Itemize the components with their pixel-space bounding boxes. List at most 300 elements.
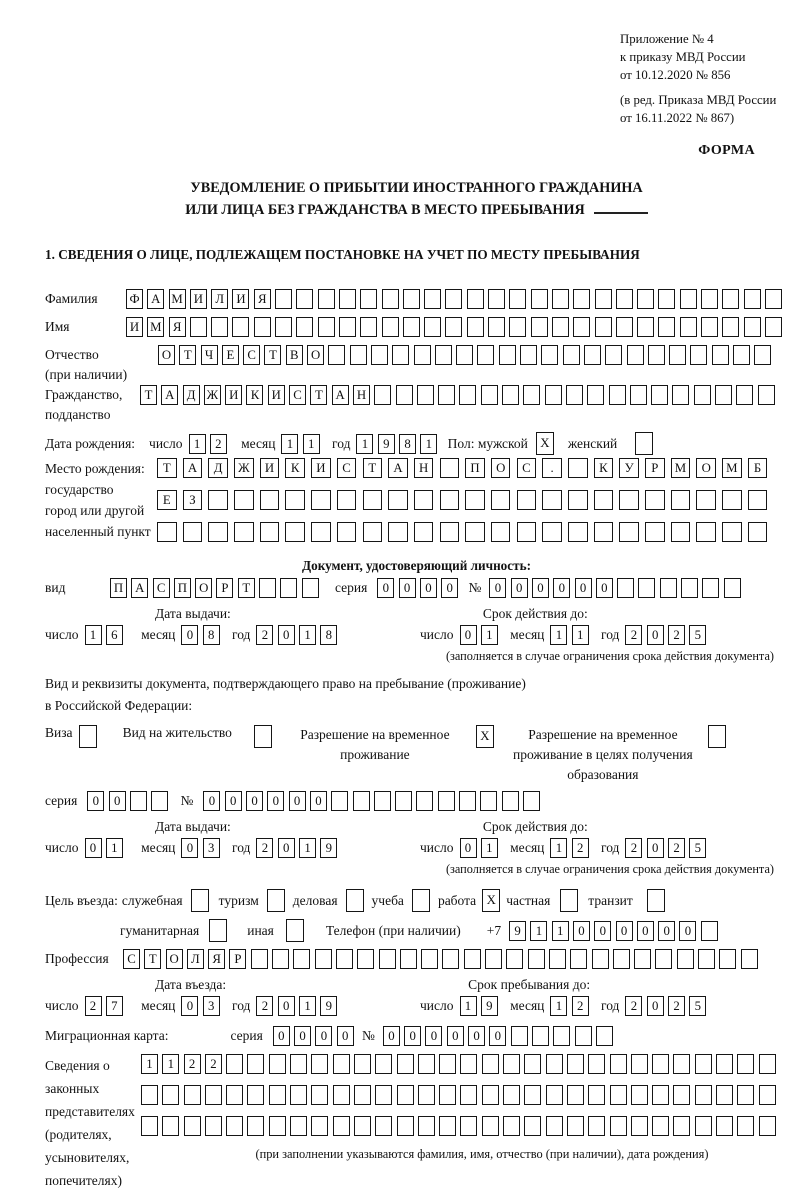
char-cell[interactable] [435, 345, 452, 365]
char-cell[interactable]: 0 [85, 838, 102, 858]
char-cell[interactable]: 0 [647, 625, 664, 645]
char-cell[interactable]: С [289, 385, 306, 405]
char-cell[interactable] [722, 289, 739, 309]
char-cell[interactable] [652, 1085, 669, 1105]
char-cell[interactable]: 0 [267, 791, 284, 811]
char-cell[interactable] [460, 1116, 477, 1136]
char-cell[interactable] [318, 289, 335, 309]
char-cell[interactable] [719, 949, 736, 969]
char-cell[interactable]: 0 [181, 625, 198, 645]
char-cell[interactable] [275, 317, 292, 337]
char-cell[interactable]: И [225, 385, 242, 405]
char-cell[interactable]: 1 [420, 434, 437, 454]
char-cell[interactable] [234, 522, 254, 542]
char-cell[interactable] [247, 1054, 264, 1074]
char-cell[interactable] [765, 289, 782, 309]
char-cell[interactable] [694, 385, 711, 405]
char-cell[interactable] [226, 1054, 243, 1074]
char-cell[interactable]: 2 [256, 838, 273, 858]
checkbox-cell[interactable] [267, 889, 285, 912]
char-cell[interactable] [290, 1054, 307, 1074]
char-cell[interactable]: 5 [689, 996, 706, 1016]
char-cell[interactable] [716, 1054, 733, 1074]
char-cell[interactable]: Е [157, 490, 177, 510]
char-cell[interactable]: 0 [404, 1026, 421, 1046]
char-cell[interactable]: Т [144, 949, 161, 969]
char-cell[interactable]: 0 [532, 578, 549, 598]
char-cell[interactable] [503, 1116, 520, 1136]
char-cell[interactable] [765, 317, 782, 337]
char-cell[interactable] [280, 578, 297, 598]
char-cell[interactable] [424, 317, 441, 337]
char-cell[interactable] [570, 949, 587, 969]
char-cell[interactable] [523, 385, 540, 405]
char-cell[interactable] [260, 490, 280, 510]
char-cell[interactable]: А [388, 458, 408, 478]
char-cell[interactable] [439, 1116, 456, 1136]
char-cell[interactable]: 1 [85, 625, 102, 645]
char-cell[interactable]: И [126, 317, 143, 337]
char-cell[interactable] [397, 1116, 414, 1136]
char-cell[interactable]: И [232, 289, 249, 309]
char-cell[interactable] [520, 345, 537, 365]
char-cell[interactable]: 1 [572, 625, 589, 645]
char-cell[interactable] [748, 490, 768, 510]
char-cell[interactable]: 0 [647, 838, 664, 858]
char-cell[interactable]: Ч [201, 345, 218, 365]
char-cell[interactable] [631, 1054, 648, 1074]
char-cell[interactable] [354, 1054, 371, 1074]
char-cell[interactable] [673, 1116, 690, 1136]
char-cell[interactable]: А [161, 385, 178, 405]
char-cell[interactable] [563, 345, 580, 365]
char-cell[interactable] [638, 578, 655, 598]
checkbox-cell[interactable] [286, 919, 304, 942]
char-cell[interactable] [442, 949, 459, 969]
char-cell[interactable] [552, 289, 569, 309]
char-cell[interactable]: 9 [481, 996, 498, 1016]
char-cell[interactable] [698, 949, 715, 969]
char-cell[interactable] [503, 1085, 520, 1105]
char-cell[interactable]: 0 [441, 578, 458, 598]
char-cell[interactable]: К [246, 385, 263, 405]
char-cell[interactable] [737, 1054, 754, 1074]
char-cell[interactable]: 7 [106, 996, 123, 1016]
char-cell[interactable]: 1 [303, 434, 320, 454]
char-cell[interactable] [397, 1085, 414, 1105]
char-cell[interactable]: 0 [310, 791, 327, 811]
char-cell[interactable]: 0 [679, 921, 696, 941]
char-cell[interactable]: 1 [552, 921, 569, 941]
char-cell[interactable] [337, 490, 357, 510]
char-cell[interactable] [637, 317, 654, 337]
char-cell[interactable] [499, 345, 516, 365]
char-cell[interactable] [652, 1116, 669, 1136]
checkbox-cell[interactable]: X [476, 725, 494, 748]
char-cell[interactable] [531, 289, 548, 309]
char-cell[interactable] [568, 522, 588, 542]
char-cell[interactable] [311, 490, 331, 510]
char-cell[interactable] [285, 490, 305, 510]
char-cell[interactable] [375, 1054, 392, 1074]
char-cell[interactable] [162, 1085, 179, 1105]
char-cell[interactable] [658, 317, 675, 337]
char-cell[interactable]: Т [264, 345, 281, 365]
char-cell[interactable]: 0 [181, 996, 198, 1016]
char-cell[interactable] [744, 289, 761, 309]
char-cell[interactable]: 0 [399, 578, 416, 598]
char-cell[interactable] [482, 1116, 499, 1136]
char-cell[interactable] [374, 791, 391, 811]
char-cell[interactable]: 0 [337, 1026, 354, 1046]
char-cell[interactable]: А [183, 458, 203, 478]
char-cell[interactable] [482, 1085, 499, 1105]
char-cell[interactable]: Л [187, 949, 204, 969]
char-cell[interactable]: Р [216, 578, 233, 598]
char-cell[interactable] [658, 289, 675, 309]
char-cell[interactable]: П [174, 578, 191, 598]
char-cell[interactable] [546, 1085, 563, 1105]
char-cell[interactable] [439, 1054, 456, 1074]
char-cell[interactable]: З [183, 490, 203, 510]
char-cell[interactable]: М [169, 289, 186, 309]
char-cell[interactable] [651, 385, 668, 405]
char-cell[interactable] [388, 490, 408, 510]
char-cell[interactable]: 2 [210, 434, 227, 454]
char-cell[interactable]: В [286, 345, 303, 365]
char-cell[interactable] [226, 1116, 243, 1136]
char-cell[interactable]: 9 [509, 921, 526, 941]
char-cell[interactable]: Ж [234, 458, 254, 478]
char-cell[interactable] [596, 1026, 613, 1046]
char-cell[interactable] [524, 1054, 541, 1074]
char-cell[interactable] [460, 1085, 477, 1105]
char-cell[interactable]: 8 [399, 434, 416, 454]
char-cell[interactable]: 0 [87, 791, 104, 811]
char-cell[interactable] [722, 490, 742, 510]
char-cell[interactable] [573, 289, 590, 309]
char-cell[interactable] [695, 1054, 712, 1074]
char-cell[interactable] [671, 522, 691, 542]
char-cell[interactable] [465, 522, 485, 542]
char-cell[interactable] [336, 949, 353, 969]
char-cell[interactable] [269, 1054, 286, 1074]
char-cell[interactable] [226, 1085, 243, 1105]
char-cell[interactable] [568, 458, 588, 478]
char-cell[interactable] [130, 791, 147, 811]
checkbox-cell[interactable] [647, 889, 665, 912]
char-cell[interactable] [690, 345, 707, 365]
char-cell[interactable]: 1 [356, 434, 373, 454]
char-cell[interactable] [480, 791, 497, 811]
char-cell[interactable] [337, 522, 357, 542]
char-cell[interactable] [680, 289, 697, 309]
char-cell[interactable]: А [147, 289, 164, 309]
char-cell[interactable]: 9 [320, 996, 337, 1016]
char-cell[interactable] [141, 1085, 158, 1105]
char-cell[interactable]: Ж [204, 385, 221, 405]
char-cell[interactable]: Я [169, 317, 186, 337]
char-cell[interactable] [488, 317, 505, 337]
char-cell[interactable]: 0 [468, 1026, 485, 1046]
char-cell[interactable]: 6 [106, 625, 123, 645]
char-cell[interactable]: 0 [109, 791, 126, 811]
char-cell[interactable] [184, 1116, 201, 1136]
char-cell[interactable]: О [696, 458, 716, 478]
char-cell[interactable] [655, 949, 672, 969]
char-cell[interactable] [157, 522, 177, 542]
char-cell[interactable] [652, 1054, 669, 1074]
char-cell[interactable] [445, 289, 462, 309]
char-cell[interactable] [546, 1054, 563, 1074]
char-cell[interactable] [634, 949, 651, 969]
char-cell[interactable]: Я [208, 949, 225, 969]
char-cell[interactable] [328, 345, 345, 365]
char-cell[interactable] [440, 522, 460, 542]
char-cell[interactable] [400, 949, 417, 969]
checkbox-cell[interactable] [412, 889, 430, 912]
char-cell[interactable] [333, 1054, 350, 1074]
char-cell[interactable] [748, 522, 768, 542]
char-cell[interactable]: 0 [377, 578, 394, 598]
char-cell[interactable] [672, 385, 689, 405]
char-cell[interactable] [396, 385, 413, 405]
char-cell[interactable]: К [285, 458, 305, 478]
char-cell[interactable] [333, 1116, 350, 1136]
char-cell[interactable] [724, 578, 741, 598]
char-cell[interactable] [397, 1054, 414, 1074]
char-cell[interactable] [610, 1054, 627, 1074]
char-cell[interactable] [701, 289, 718, 309]
char-cell[interactable] [465, 490, 485, 510]
char-cell[interactable] [509, 289, 526, 309]
char-cell[interactable]: 0 [596, 578, 613, 598]
char-cell[interactable] [695, 1085, 712, 1105]
char-cell[interactable] [259, 578, 276, 598]
char-cell[interactable]: 0 [278, 838, 295, 858]
char-cell[interactable] [481, 385, 498, 405]
char-cell[interactable] [331, 791, 348, 811]
char-cell[interactable] [595, 317, 612, 337]
char-cell[interactable] [712, 345, 729, 365]
char-cell[interactable] [438, 791, 455, 811]
char-cell[interactable]: Р [229, 949, 246, 969]
char-cell[interactable]: Б [748, 458, 768, 478]
char-cell[interactable]: 2 [205, 1054, 222, 1074]
char-cell[interactable]: 0 [383, 1026, 400, 1046]
char-cell[interactable]: 0 [225, 791, 242, 811]
char-cell[interactable] [754, 345, 771, 365]
char-cell[interactable]: 5 [689, 625, 706, 645]
char-cell[interactable]: 0 [273, 1026, 290, 1046]
char-cell[interactable]: 3 [203, 996, 220, 1016]
char-cell[interactable] [677, 949, 694, 969]
char-cell[interactable] [673, 1054, 690, 1074]
char-cell[interactable] [418, 1116, 435, 1136]
char-cell[interactable]: Т [140, 385, 157, 405]
char-cell[interactable] [208, 522, 228, 542]
char-cell[interactable] [627, 345, 644, 365]
char-cell[interactable]: 0 [553, 578, 570, 598]
char-cell[interactable] [296, 289, 313, 309]
char-cell[interactable]: Т [157, 458, 177, 478]
char-cell[interactable] [234, 490, 254, 510]
char-cell[interactable] [588, 1054, 605, 1074]
char-cell[interactable] [382, 317, 399, 337]
char-cell[interactable] [379, 949, 396, 969]
char-cell[interactable]: 9 [320, 838, 337, 858]
checkbox-cell[interactable] [708, 725, 726, 748]
char-cell[interactable] [542, 490, 562, 510]
char-cell[interactable] [573, 317, 590, 337]
char-cell[interactable] [339, 317, 356, 337]
checkbox-cell[interactable] [346, 889, 364, 912]
char-cell[interactable] [549, 949, 566, 969]
char-cell[interactable] [416, 791, 433, 811]
char-cell[interactable]: И [268, 385, 285, 405]
char-cell[interactable] [660, 578, 677, 598]
char-cell[interactable] [733, 345, 750, 365]
char-cell[interactable] [418, 1085, 435, 1105]
char-cell[interactable] [695, 1116, 712, 1136]
char-cell[interactable] [506, 949, 523, 969]
char-cell[interactable] [421, 949, 438, 969]
char-cell[interactable]: 0 [637, 921, 654, 941]
char-cell[interactable]: С [153, 578, 170, 598]
char-cell[interactable]: 1 [189, 434, 206, 454]
char-cell[interactable] [587, 385, 604, 405]
char-cell[interactable] [392, 345, 409, 365]
char-cell[interactable] [631, 1085, 648, 1105]
char-cell[interactable] [311, 1054, 328, 1074]
char-cell[interactable] [360, 317, 377, 337]
char-cell[interactable]: У [619, 458, 639, 478]
char-cell[interactable]: 2 [572, 838, 589, 858]
char-cell[interactable] [375, 1116, 392, 1136]
char-cell[interactable] [702, 578, 719, 598]
char-cell[interactable] [502, 385, 519, 405]
char-cell[interactable] [575, 1026, 592, 1046]
char-cell[interactable] [417, 385, 434, 405]
char-cell[interactable] [318, 317, 335, 337]
char-cell[interactable] [716, 1116, 733, 1136]
char-cell[interactable]: Т [238, 578, 255, 598]
char-cell[interactable]: 0 [647, 996, 664, 1016]
char-cell[interactable]: О [491, 458, 511, 478]
char-cell[interactable]: П [465, 458, 485, 478]
char-cell[interactable] [445, 317, 462, 337]
char-cell[interactable]: Л [211, 289, 228, 309]
char-cell[interactable] [523, 791, 540, 811]
char-cell[interactable] [353, 791, 370, 811]
char-cell[interactable]: 8 [320, 625, 337, 645]
char-cell[interactable]: 1 [550, 838, 567, 858]
char-cell[interactable]: Р [645, 458, 665, 478]
char-cell[interactable] [592, 949, 609, 969]
char-cell[interactable]: 0 [447, 1026, 464, 1046]
char-cell[interactable] [211, 317, 228, 337]
checkbox-cell[interactable] [560, 889, 578, 912]
char-cell[interactable] [616, 289, 633, 309]
char-cell[interactable]: Т [179, 345, 196, 365]
char-cell[interactable] [374, 385, 391, 405]
char-cell[interactable]: А [131, 578, 148, 598]
char-cell[interactable] [482, 1054, 499, 1074]
char-cell[interactable]: 0 [658, 921, 675, 941]
char-cell[interactable] [232, 317, 249, 337]
char-cell[interactable]: О [307, 345, 324, 365]
char-cell[interactable]: 1 [162, 1054, 179, 1074]
char-cell[interactable] [631, 1116, 648, 1136]
char-cell[interactable]: Д [183, 385, 200, 405]
char-cell[interactable] [680, 317, 697, 337]
char-cell[interactable] [696, 490, 716, 510]
char-cell[interactable]: С [243, 345, 260, 365]
char-cell[interactable] [737, 1116, 754, 1136]
char-cell[interactable] [545, 385, 562, 405]
char-cell[interactable]: 0 [573, 921, 590, 941]
char-cell[interactable]: 2 [85, 996, 102, 1016]
char-cell[interactable]: Ф [126, 289, 143, 309]
char-cell[interactable] [610, 1085, 627, 1105]
char-cell[interactable] [460, 1054, 477, 1074]
char-cell[interactable] [485, 949, 502, 969]
char-cell[interactable] [605, 345, 622, 365]
char-cell[interactable]: 3 [203, 838, 220, 858]
char-cell[interactable]: 2 [184, 1054, 201, 1074]
char-cell[interactable] [371, 345, 388, 365]
char-cell[interactable] [696, 522, 716, 542]
char-cell[interactable] [440, 490, 460, 510]
char-cell[interactable] [645, 522, 665, 542]
char-cell[interactable] [722, 522, 742, 542]
char-cell[interactable] [701, 317, 718, 337]
char-cell[interactable] [350, 345, 367, 365]
char-cell[interactable] [459, 791, 476, 811]
char-cell[interactable]: Н [414, 458, 434, 478]
char-cell[interactable] [584, 345, 601, 365]
char-cell[interactable] [254, 317, 271, 337]
char-cell[interactable]: 1 [530, 921, 547, 941]
char-cell[interactable]: 1 [550, 996, 567, 1016]
char-cell[interactable] [467, 317, 484, 337]
char-cell[interactable] [360, 289, 377, 309]
char-cell[interactable] [403, 289, 420, 309]
char-cell[interactable] [588, 1116, 605, 1136]
char-cell[interactable] [542, 522, 562, 542]
char-cell[interactable] [524, 1085, 541, 1105]
char-cell[interactable] [546, 1116, 563, 1136]
char-cell[interactable]: 0 [315, 1026, 332, 1046]
char-cell[interactable] [424, 289, 441, 309]
char-cell[interactable] [285, 522, 305, 542]
char-cell[interactable] [382, 289, 399, 309]
char-cell[interactable]: 0 [575, 578, 592, 598]
char-cell[interactable]: 0 [616, 921, 633, 941]
char-cell[interactable]: 0 [460, 838, 477, 858]
char-cell[interactable]: 0 [460, 625, 477, 645]
char-cell[interactable] [403, 317, 420, 337]
char-cell[interactable]: 2 [625, 996, 642, 1016]
char-cell[interactable] [456, 345, 473, 365]
checkbox-cell[interactable] [79, 725, 97, 748]
char-cell[interactable] [440, 458, 460, 478]
char-cell[interactable] [502, 791, 519, 811]
char-cell[interactable] [363, 490, 383, 510]
char-cell[interactable]: 1 [281, 434, 298, 454]
char-cell[interactable]: 0 [489, 578, 506, 598]
char-cell[interactable] [491, 522, 511, 542]
